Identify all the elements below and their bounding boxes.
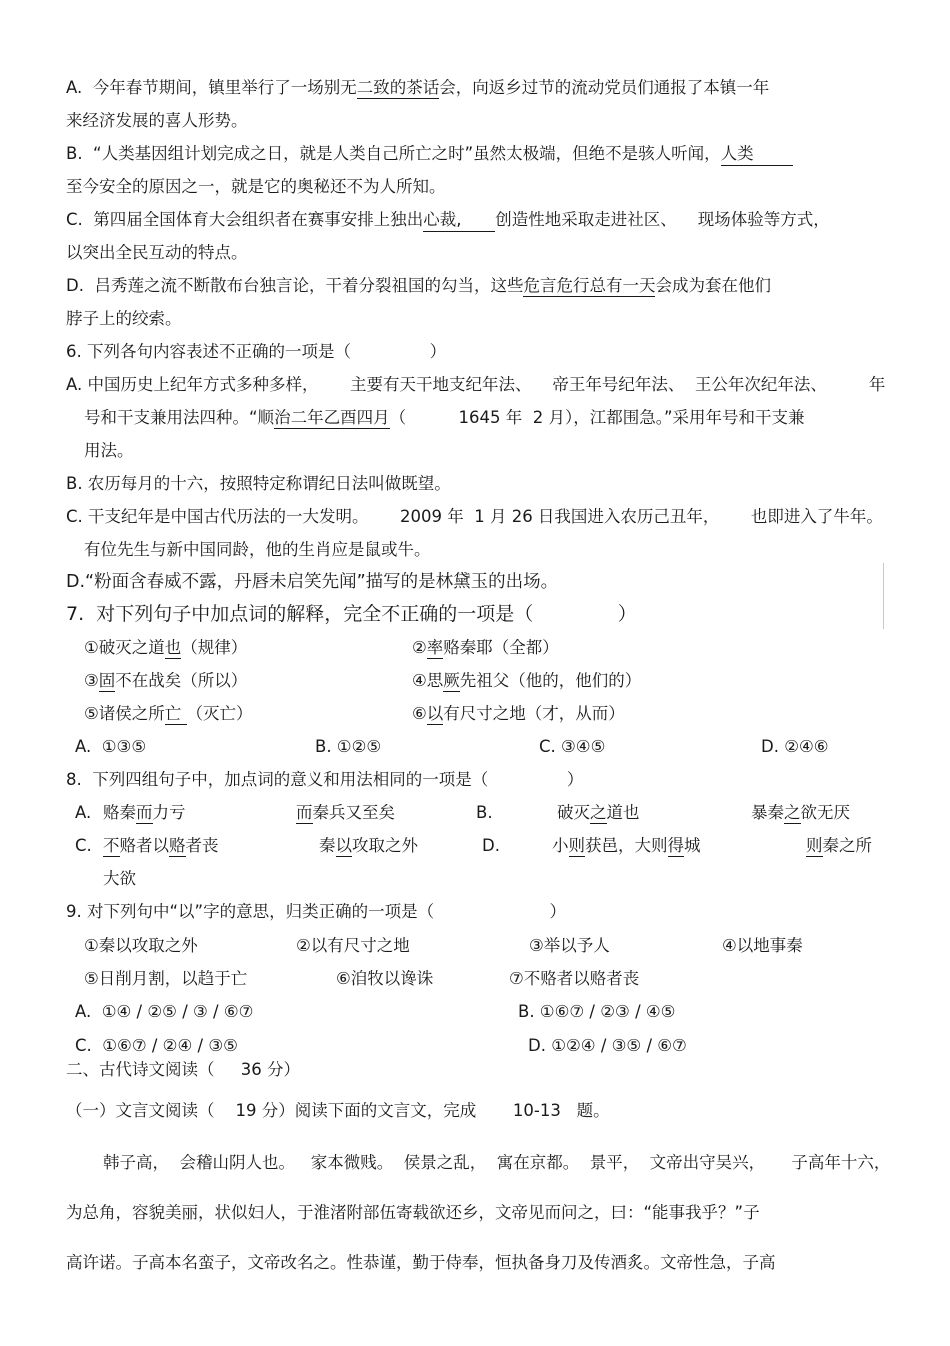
q8-d1-dotted-word-2: 得 (667, 836, 684, 855)
q7-option-a: A. ①③⑤ (75, 737, 147, 756)
q8-option-d-sentence-1 (552, 836, 701, 856)
q8-c1-text-post: 者丧 (185, 836, 219, 855)
q8-b1-text: 破灭 (557, 803, 590, 822)
q6-option-c-line1: C. 干支纪年是中国古代历法的一大发明。 2009 年 1 月 26 日我国进入农历己丑年， 也即进入了牛年。 (66, 507, 883, 526)
q7-item-4-gloss: 先祖父（他的，他们的） (459, 671, 642, 690)
q7-item-1 (84, 638, 247, 658)
q8-a2-dotted-word: 而 (296, 803, 313, 822)
q8-b2-dotted-word: 之 (784, 803, 801, 822)
q5-c-text-post: 创造性地采取走进社区、 现场体验等方式， (495, 210, 830, 229)
q5-a-text: A. 今年春节期间，镇里举行了一场别无 (66, 78, 357, 97)
q5-d-text-post: 会成为套在他们 (655, 276, 771, 295)
q7-item-5-dotted-word: 亡 (164, 704, 187, 723)
q7-item-4 (412, 671, 641, 691)
margin-divider (883, 563, 884, 629)
q8-option-d-sentence-2 (806, 836, 872, 856)
q5-a-text-post: 会，向返乡过节的流动党员们通报了本镇一年 (439, 78, 770, 97)
q8-option-b-label: B. (476, 803, 493, 822)
q5-option-c-line2: 以突出全民互动的特点。 (66, 243, 248, 262)
q5-option-a-line1 (66, 78, 769, 98)
q6-a-underlined: 治二年乙酉四月 (274, 408, 390, 427)
q7-option-b: B. ①②⑤ (315, 737, 382, 756)
q7-option-c: C. ③④⑤ (539, 737, 606, 756)
q7-item-5-gloss: （灭亡） (186, 704, 253, 723)
q8-a1-text-post: 力亏 (152, 803, 186, 822)
q8-a1-dotted-word: 而 (136, 803, 153, 822)
q7-item-6 (412, 704, 625, 724)
q7-option-d: D. ②④⑥ (761, 737, 829, 756)
q8-option-a-sentence-2 (296, 803, 395, 823)
q9-item-6: ⑥洎牧以谗诛 (336, 969, 434, 988)
q6-option-c-line2: 有位先生与新中国同龄，他的生肖应是鼠或牛。 (84, 540, 431, 559)
q5-b-text: B. “人类基因组计划完成之日，就是人类自己所亡之时”虽然太极端，但绝不是骇人听闻， (66, 144, 721, 163)
q6-option-d: D.“粉面含春威不露，丹唇未启笑先闻”描写的是林黛玉的出场。 (66, 572, 559, 592)
q7-stem: 7. 对下列句子中加点词的解释，完全不正确的一项是（ ） (66, 603, 637, 625)
q5-a-underlined: 二致的茶话 (356, 78, 440, 97)
q8-d2-text-post: 秦之所 (822, 836, 872, 855)
q6-a-text-post: （ 1645 年 2 月），江都围急。”采用年号和干支兼 (389, 408, 805, 427)
passage-line-2: 为总角，容貌美丽，状似妇人，于淮渚附部伍寄载欲还乡，文帝见而问之，曰：“能事我乎？”子 (66, 1203, 760, 1222)
q5-option-d-line2: 脖子上的绞索。 (66, 309, 182, 328)
q7-item-3-dotted-word: 固 (98, 671, 116, 690)
q8-a1-text: 赂秦 (103, 803, 136, 822)
q9-option-a: A. ①④ / ②⑤ / ③ / ⑥⑦ (75, 1002, 254, 1021)
q8-option-d-label: D. (482, 836, 500, 855)
q7-item-2-dotted-word: 率 (426, 638, 444, 657)
q6-option-b: B. 农历每月的十六，按照特定称谓纪日法叫做既望。 (66, 474, 451, 493)
q7-item-2-text: ② (412, 638, 427, 657)
q6-option-a-line3: 用法。 (84, 441, 134, 460)
section-2-subtitle: （一）文言文阅读（ 19 分）阅读下面的文言文，完成 10-13 题。 (66, 1101, 610, 1120)
q7-item-1-gloss: （规律） (181, 638, 248, 657)
q9-item-5: ⑤日削月割，以趋于亡 (84, 969, 248, 988)
q8-option-d-continuation: 大欲 (103, 869, 136, 888)
q5-b-underlined: 人类 (721, 144, 793, 166)
q7-item-1-text: ①破灭之道 (84, 638, 165, 657)
q9-option-b: B. ①⑥⑦ / ②③ / ④⑤ (518, 1002, 676, 1021)
q9-item-7: ⑦不赂者以赂者丧 (509, 969, 640, 988)
q8-c2-dotted-word: 以 (335, 836, 352, 855)
q8-d2-dotted-word: 则 (806, 836, 823, 855)
q8-option-c-label: C. (75, 836, 92, 855)
q8-option-c-sentence-2 (319, 836, 418, 856)
q7-item-3-gloss: 不在战矣（所以） (115, 671, 248, 690)
q8-b1-dotted-word: 之 (590, 803, 607, 822)
q8-option-a-label: A. (75, 803, 92, 822)
q6-option-a-line1: A. 中国历史上纪年方式多种多样， 主要有天干地支纪年法、 帝王年号纪年法、 王公年次纪年法、 年 (66, 375, 886, 394)
q7-item-3-text: ③ (84, 671, 99, 690)
q7-item-5 (84, 704, 253, 724)
q5-option-b-line1 (66, 144, 793, 166)
q8-b2-text: 暴秦 (751, 803, 784, 822)
q6-stem: 6. 下列各句内容表述不正确的一项是（ ） (66, 342, 447, 361)
q9-option-c: C. ①⑥⑦ / ②④ / ③⑤ (75, 1036, 238, 1055)
q8-c1-text: 赂者以 (119, 836, 169, 855)
q8-a2-text-post: 秦兵又至矣 (312, 803, 395, 822)
q9-item-2: ②以有尺寸之地 (296, 936, 410, 955)
q8-option-b-sentence-1 (557, 803, 640, 823)
q8-c1-dotted-word-2: 赂 (169, 836, 186, 855)
q8-c2-text: 秦 (319, 836, 336, 855)
q8-d1-text: 小 (552, 836, 569, 855)
q9-item-1: ①秦以攻取之外 (84, 936, 198, 955)
q8-b1-text-post: 道也 (606, 803, 640, 822)
q7-item-4-dotted-word: 厥 (443, 671, 460, 690)
q5-option-c-line1 (66, 210, 830, 232)
q7-item-6-dotted-word: 以 (426, 704, 444, 723)
q7-item-5-text: ⑤诸侯之所 (84, 704, 165, 723)
section-2-title: 二、古代诗文阅读（ 36 分） (66, 1060, 300, 1079)
q7-item-2-gloss: 赂秦耶（全都） (443, 638, 559, 657)
q5-option-d-line1 (66, 276, 771, 296)
q9-item-4: ④以地事秦 (722, 936, 803, 955)
q8-option-a-sentence-1 (103, 803, 186, 823)
q5-d-text: D. 吕秀莲之流不断散布台独言论，干着分裂祖国的勾当，这些 (66, 276, 524, 295)
q9-item-3: ③举以予人 (529, 936, 610, 955)
q5-c-underlined: 心裁, (423, 210, 495, 232)
q5-d-underlined: 危言危行总有一天 (523, 276, 656, 295)
q8-option-c-sentence-1 (103, 836, 219, 856)
q8-d1-text-post: 城 (684, 836, 701, 855)
q7-item-2 (412, 638, 559, 658)
q5-c-text: C. 第四届全国体育大会组织者在赛事安排上独出 (66, 210, 424, 229)
q5-option-b-line2: 至今安全的原因之一，就是它的奥秘还不为人所知。 (66, 177, 446, 196)
q7-item-6-gloss: 有尺寸之地（才，从而） (443, 704, 625, 723)
q7-item-3 (84, 671, 247, 691)
q8-c1-dotted-word-1: 不 (103, 836, 120, 855)
q9-stem: 9. 对下列句中“以”字的意思，归类正确的一项是（ ） (66, 902, 566, 921)
q8-d1-dotted-word-1: 则 (568, 836, 585, 855)
q8-b2-text-post: 欲无厌 (800, 803, 850, 822)
q7-item-1-dotted-word: 也 (164, 638, 182, 657)
q8-d1-text-mid: 获邑，大则 (585, 836, 668, 855)
q6-option-a-line2 (84, 408, 805, 428)
q7-item-4-text: ④思 (412, 671, 444, 690)
q6-a-text: 号和干支兼用法四种。“顺 (84, 408, 275, 427)
q8-c2-text-post: 攻取之外 (352, 836, 418, 855)
q5-option-a-line2: 来经济发展的喜人形势。 (66, 111, 248, 130)
q7-item-6-text: ⑥ (412, 704, 427, 723)
passage-line-3: 高许诺。子高本名蛮子，文帝改名之。性恭谨，勤于侍奉，恒执备身刀及传酒炙。文帝性急，子高 (66, 1253, 776, 1272)
q8-stem: 8. 下列四组句子中，加点词的意义和用法相同的一项是（ ） (66, 770, 584, 789)
q9-option-d: D. ①②④ / ③⑤ / ⑥⑦ (528, 1036, 687, 1055)
passage-line-1: 韩子高， 会稽山阴人也。 家本微贱。 侯景之乱， 寓在京都。 景平， 文帝出守吴兴， 子高年十六， (103, 1153, 891, 1172)
q8-option-b-sentence-2 (751, 803, 850, 823)
